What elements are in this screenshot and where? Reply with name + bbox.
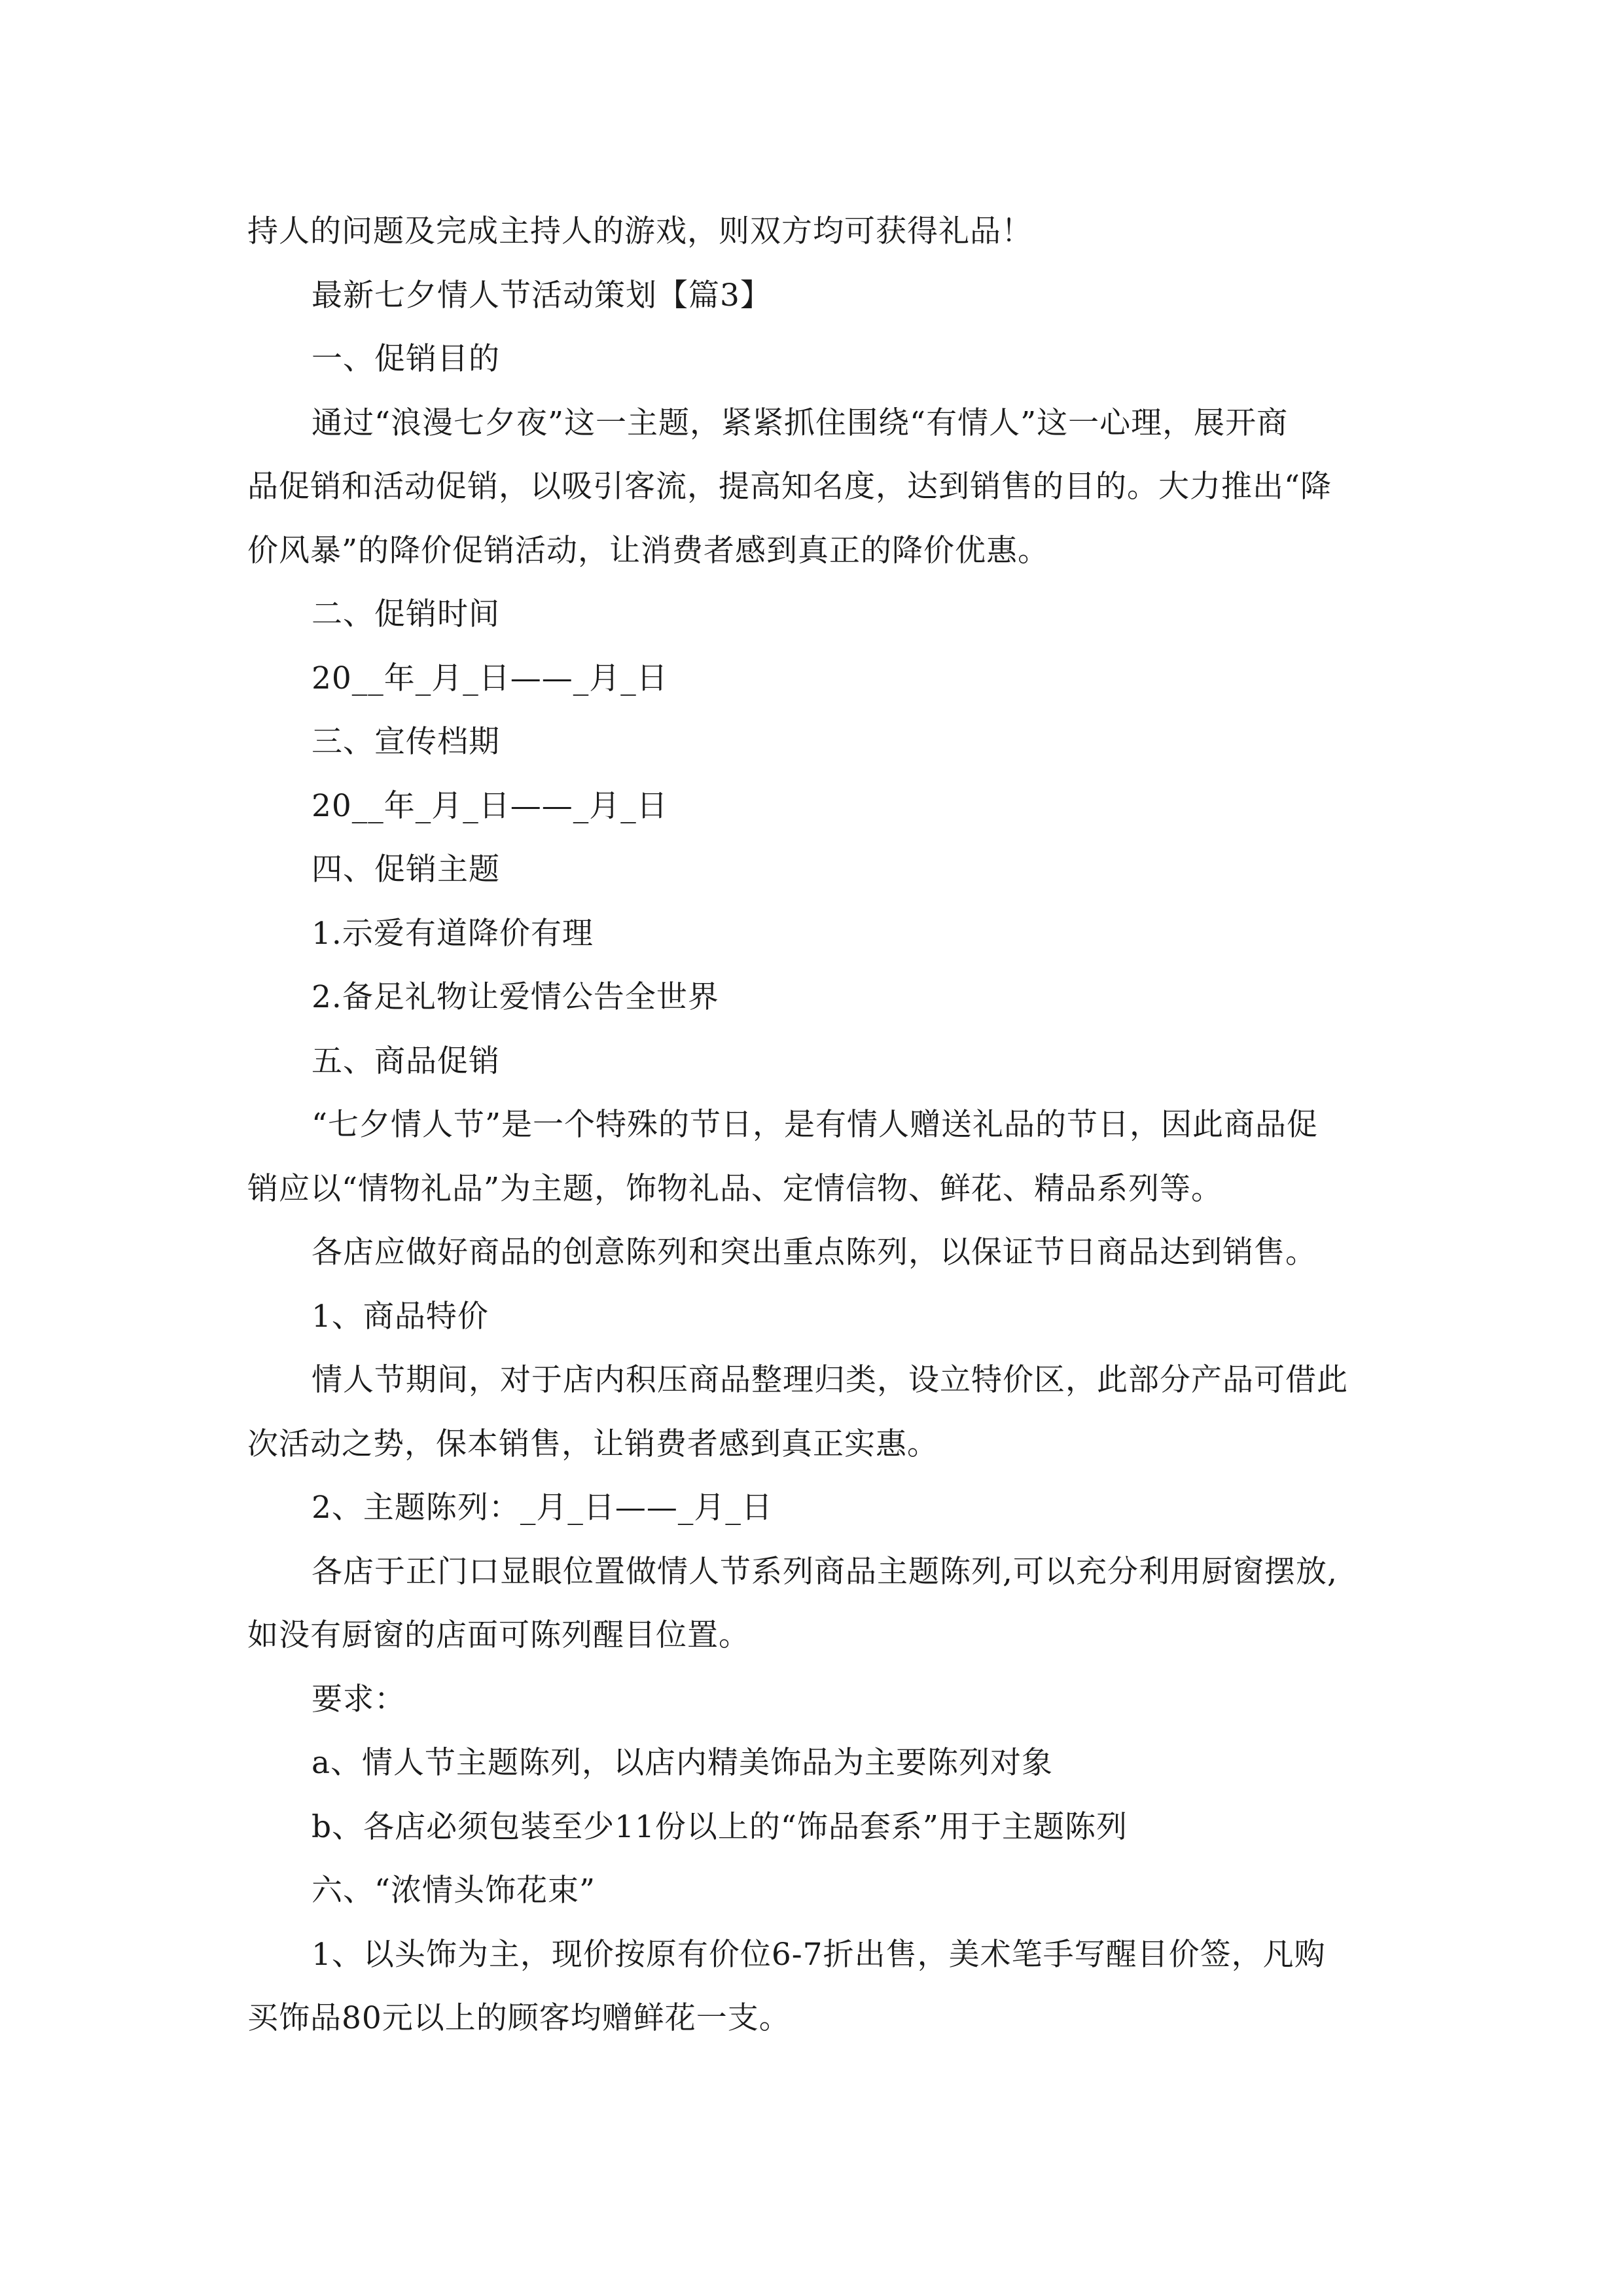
heading-hair-bouquet: 六、“浓情头饰花束”	[312, 1873, 596, 1909]
text-line: 品促销和活动促销，以吸引客流，提高知名度，达到销售的目的。大力推出“降	[247, 469, 1332, 505]
document-body	[247, 200, 1380, 2051]
heading-promotion-time: 二、促销时间	[312, 596, 500, 632]
list-item: b、各店必须包装至少11份以上的“饰品套系”用于主题陈列	[312, 1808, 1128, 1845]
text-line: 价风暴”的降价促销活动，让消费者感到真正的降价优惠。	[247, 532, 1050, 569]
text-line: 买饰品80元以上的顾客均赠鲜花一支。	[247, 2000, 791, 2036]
date-range: 20__年_月_日——_月_日	[312, 660, 668, 696]
date-range: 20__年_月_日——_月_日	[312, 787, 668, 824]
heading-publicity-period: 三、宣传档期	[312, 724, 500, 760]
text-line: 如没有厨窗的店面可陈列醒目位置。	[247, 1617, 750, 1653]
text-line: 各店于正门口显眼位置做情人节系列商品主题陈列,可以充分利用厨窗摆放,	[312, 1553, 1338, 1590]
section-title: 最新七夕情人节活动策划【篇3】	[312, 277, 772, 314]
text-line: 各店应做好商品的创意陈列和突出重点陈列，以保证节日商品达到销售。	[312, 1234, 1317, 1270]
text-line: 次活动之势，保本销售，让销费者感到真正实惠。	[247, 1426, 938, 1462]
text-line: 销应以“情物礼品”为主题，饰物礼品、定情信物、鲜花、精品系列等。	[247, 1170, 1223, 1207]
heading-product-promotion: 五、商品促销	[312, 1043, 500, 1079]
heading-promotion-theme: 四、促销主题	[312, 852, 500, 888]
text-line: 持人的问题及完成主持人的游戏，则双方均可获得礼品！	[247, 213, 1033, 249]
subheading-theme-display: 2、主题陈列：_月_日——_月_日	[312, 1490, 773, 1526]
text-line: 情人节期间，对于店内积压商品整理归类，设立特价区，此部分产品可借此	[312, 1362, 1348, 1398]
list-item: a、情人节主题陈列，以店内精美饰品为主要陈列对象	[312, 1745, 1054, 1781]
requirements-label: 要求：	[312, 1681, 406, 1717]
list-item: 1.示爱有道降价有理	[312, 915, 594, 952]
subheading-special-price: 1、商品特价	[312, 1298, 489, 1335]
text-line: “七夕情人节”是一个特殊的节日，是有情人赠送礼品的节日，因此商品促	[312, 1107, 1319, 1143]
text-line: 通过“浪漫七夕夜”这一主题，紧紧抓住围绕“有情人”这一心理，展开商	[312, 404, 1289, 441]
text-line: 1、以头饰为主，现价按原有价位6-7折出售，美术笔手写醒目价签，凡购	[312, 1936, 1326, 1973]
heading-promotion-purpose: 一、促销目的	[312, 341, 500, 377]
list-item: 2.备足礼物让爱情公告全世界	[312, 979, 719, 1015]
